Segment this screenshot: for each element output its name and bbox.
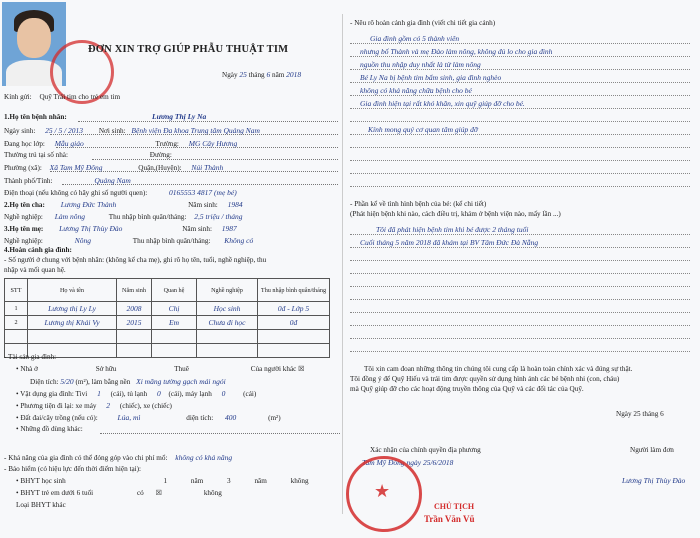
land-value: Lúa, mì — [117, 413, 141, 422]
mother-income: Không có — [224, 236, 254, 245]
table-row — [5, 330, 330, 344]
class-label: Đang học lớp: — [4, 140, 45, 148]
local-confirm-note: Tam Mỹ Đông ngày 25/6/2018 — [362, 458, 454, 467]
material-label: (m²), làm bằng nền — [75, 378, 131, 386]
col-stt: STT — [5, 279, 28, 302]
circ-line-4: Bé Ly Na bị bệnh tim bẩm sinh, gia đình nghèo — [360, 73, 502, 82]
local-confirm-label: Xác nhận của chính quyền địa phương — [370, 446, 481, 454]
col-name: Họ và tên — [28, 279, 117, 302]
vehicle-unit: (chiếc), xe (chiếc) — [119, 402, 172, 410]
circ-line-3: nguồn thu nhập duy nhất là từ làm nông — [360, 60, 481, 69]
col-income: Thu nhập bình quân/tháng — [258, 279, 330, 302]
col-job: Nghề nghiệp — [197, 279, 258, 302]
family-note-2: nhập và mối quan hệ. — [4, 266, 66, 274]
table-row — [5, 316, 330, 330]
father-income: 2,5 triệu / tháng — [194, 212, 243, 221]
date-month-label: tháng — [248, 71, 265, 79]
area-label: Diện tích: — [30, 378, 59, 386]
family-table — [4, 278, 330, 358]
mother-row — [4, 224, 237, 234]
fridge-label: (cái), tủ lạnh — [110, 390, 148, 398]
father-year: 1984 — [227, 200, 243, 209]
birthplace-label: Nơi sinh: — [98, 127, 126, 135]
col-year: Năm sinh — [117, 279, 152, 302]
vehicle-row — [16, 401, 172, 411]
assets-title: - Tài sản gia đình: — [4, 353, 57, 361]
government-seal-stamp — [346, 456, 422, 532]
father-job: Làm nông — [54, 212, 85, 221]
recipient-label: Kính gửi: — [4, 93, 32, 101]
bhyt-other: Loại BHYT khác — [16, 501, 66, 509]
owned-label: Sở hữu — [95, 365, 117, 373]
cell: 0đ - Lớp 5 — [258, 302, 330, 316]
recipient-value: Quỹ Trái tim cho trẻ em tim — [39, 93, 121, 101]
other-items: • Những đồ dùng khác: — [16, 425, 83, 433]
rent-label: Thuê — [174, 365, 189, 373]
bhyt2-yes: có — [136, 489, 144, 497]
father-name: Lương Đức Thành — [60, 200, 117, 209]
father-row — [4, 200, 243, 210]
father-year-label: Năm sinh: — [188, 201, 218, 209]
ward-label: Phường (xã): — [4, 164, 42, 172]
father-section: 2.Họ tên cha: — [4, 201, 45, 209]
material-value: Xi măng tường gạch mái ngói — [136, 377, 226, 386]
mother-section: 3.Họ tên mẹ: — [4, 225, 44, 233]
date-month: 6 — [266, 70, 271, 79]
city-line — [62, 184, 338, 185]
date-prefix: Ngày — [222, 71, 238, 79]
city-label: Thành phố/Tỉnh: — [4, 177, 53, 185]
bhyt2-no: không — [203, 489, 222, 497]
bhyt1-options: 1 năm 3 năm không — [163, 477, 309, 485]
bike-count: 2 — [106, 401, 111, 410]
vehicle-label: • Phương tiện đi lại: xe máy — [16, 402, 97, 410]
commitment-1: Tôi xin cam đoan những thông tin chúng tôi cung cấp là hoàn toàn chính xác và đúng sự thật. — [364, 365, 633, 373]
family-note-1: - Số người ở chung với bệnh nhân: (không kể cha mẹ), ghi rõ họ tên, tuổi, nghề nghiệp, thu — [4, 256, 267, 264]
col-relation: Quan hệ — [152, 279, 197, 302]
land-unit: (m²) — [268, 414, 281, 422]
mother-job-label: Nghề nghiệp: — [4, 237, 43, 245]
phone-label: Điện thoại (nếu không có hãy ghi số người quen): — [4, 189, 148, 197]
chairman-title: CHỦ TỊCH — [434, 502, 475, 511]
medical-sub: (Phát hiện bệnh khi nào, cách điều trị, khám ở bệnh viện nào, mấy lần ...) — [350, 210, 561, 218]
chairman-name: Trần Văn Vũ — [424, 514, 475, 524]
seal-star: ★ — [374, 481, 391, 501]
ward-line — [50, 171, 338, 172]
house-label: • Nhà ở — [16, 365, 38, 373]
cell: Chị — [152, 302, 197, 316]
dob-value: 25 / 5 / 2013 — [45, 126, 84, 135]
circ-line-2: nhưng bố Thành và mẹ Đào làm nông, không đủ lo cho gia đình — [360, 47, 553, 56]
dob-line — [50, 134, 338, 135]
applicant-label: Người làm đơn — [630, 446, 674, 454]
father-job-label: Nghề nghiệp: — [4, 213, 43, 221]
form-title: ĐƠN XIN TRỢ GIÚP PHẪU THUẬT TIM — [88, 44, 289, 55]
mother-income-label: Thu nhập bình quân/tháng: — [132, 237, 211, 245]
class-value: Mẫu giáo — [54, 139, 84, 148]
applicant-name: Lương Thị Thùy Đào — [622, 476, 686, 485]
recipient — [4, 93, 120, 102]
others-label: Của người khác — [250, 365, 297, 373]
ac-count: 0 — [221, 389, 226, 398]
patient-name-line — [78, 121, 338, 122]
date-year: 2018 — [286, 70, 302, 79]
mother-job: Nông — [74, 236, 91, 245]
father-income-label: Thu nhập bình quân/tháng: — [108, 213, 187, 221]
family-section: 4.Hoàn cảnh gia đình: — [4, 246, 72, 254]
phone-value: 0165553 4817 (mẹ bé) — [169, 188, 237, 197]
column-divider — [342, 14, 343, 514]
family-table-header — [5, 279, 330, 302]
district-value: Núi Thành — [191, 163, 224, 172]
house-row — [16, 365, 305, 374]
unit-label: (cái) — [243, 390, 257, 398]
others-checkbox[interactable]: ☒ — [298, 365, 305, 373]
bhyt1-label: • BHYT học sinh — [16, 477, 66, 485]
mother-year-label: Năm sinh: — [182, 225, 212, 233]
tv-count: 1 — [97, 389, 101, 398]
cell: Học sinh — [197, 302, 258, 316]
medical-label: - Phần kể về tình hình bệnh của bé: (kể chi tiết) — [350, 200, 487, 208]
circ-line-8: Kính mong quý cơ quan tâm giúp đỡ — [368, 125, 478, 134]
area-value: 5/20 — [60, 377, 74, 386]
cell: 2 — [5, 316, 28, 330]
fridge-count: 0 — [156, 389, 161, 398]
bhyt2-label: • BHYT trẻ em dưới 6 tuổi — [16, 489, 94, 497]
cell: Chưa đi học — [197, 316, 258, 330]
cell: 0đ — [258, 316, 330, 330]
residence-label: Thường trú tại số nhà: — [4, 151, 68, 159]
dob-label: Ngày sinh: — [4, 127, 36, 135]
cell: 2015 — [117, 316, 152, 330]
med-line-1: Tôi đã phát hiện bệnh tim khi bé được 2 tháng tuổi — [376, 225, 529, 234]
bhyt2-row — [16, 489, 222, 498]
mother-job-row — [4, 236, 253, 246]
other-items-line — [100, 433, 340, 434]
photo-face — [17, 18, 51, 58]
circ-line-1: Gia đình gồm có 5 thành viên — [370, 34, 460, 43]
sign-date: Ngày 25 tháng 6 — [616, 410, 664, 418]
items-row — [16, 389, 256, 399]
pay-value: không có khả năng — [175, 453, 233, 462]
father-job-row — [4, 212, 243, 222]
pay-label: - Khả năng của gia đình có thể đóng góp vào chi phí mổ: — [4, 454, 168, 462]
form-date — [222, 70, 301, 80]
table-row — [5, 302, 330, 316]
patient-name: Lương Thị Ly Na — [152, 112, 207, 121]
bhyt2-yes-checkbox[interactable]: ☒ — [155, 489, 163, 497]
ac-label: (cái), máy lạnh — [168, 390, 212, 398]
cell: Lương thị Khải Vy — [28, 316, 117, 330]
circ-line-5: không có khả năng chữa bệnh cho bé — [360, 86, 472, 95]
birthplace-value: Bệnh viện Đa khoa Trung tâm Quảng Nam — [131, 126, 260, 135]
cell: 2008 — [117, 302, 152, 316]
city-value: Quảng Nam — [94, 176, 131, 185]
patient-section: 1.Họ tên bệnh nhân: — [4, 113, 67, 121]
cell: Em — [152, 316, 197, 330]
district-label: Quận,(Huyện): — [138, 164, 182, 172]
date-year-label: năm — [271, 71, 285, 79]
med-line-2: Cuối tháng 5 năm 2018 đã khám tại BV Tâm Đức Đà Nẵng — [360, 238, 539, 247]
cell: 1 — [5, 302, 28, 316]
circ-line-6: Gia đình hiện tại rất khó khăn, xin quỹ giúp đỡ cho bé. — [360, 99, 525, 108]
bhyt1-row — [16, 477, 309, 486]
pay-row — [4, 453, 232, 463]
school-label: Trường: — [155, 140, 179, 148]
school-value: MG Cây Hương — [188, 139, 238, 148]
residence-line — [92, 159, 338, 160]
land-area: 400 — [225, 413, 237, 422]
date-day: 25 — [239, 70, 247, 79]
commitment-3: mà Quỹ giúp đỡ cho các hoạt động truyền thông của Quỹ và các đối tác của Quỹ. — [350, 385, 584, 393]
insurance-label: - Bảo hiểm (có hiệu lực đến thời điểm hiện tại): — [4, 465, 142, 473]
phone-row — [4, 188, 237, 198]
area-row — [30, 377, 226, 387]
cell: Lương thị Ly Ly — [28, 302, 117, 316]
mother-name: Lương Thị Thùy Đào — [59, 224, 123, 233]
commitment-2: Tôi đồng ý để Quỹ Hiếu và trái tim được quyền sử dụng hình ảnh các bé bệnh nhi (con, cháu) — [350, 375, 620, 383]
street-label: Đường: — [149, 151, 172, 159]
mother-year: 1987 — [221, 224, 237, 233]
ward-value: Xã Tam Mỹ Đông — [49, 163, 103, 172]
items-label: • Vật dụng gia đình: Tivi — [16, 390, 88, 398]
land-row — [16, 413, 281, 423]
land-area-label: diện tích: — [186, 414, 214, 422]
land-label: • Đất đai/cây trồng (nếu có): — [16, 414, 98, 422]
class-line — [56, 147, 338, 148]
circumstances-label: - Nêu rõ hoàn cảnh gia đình (viết chi tiết gia cảnh) — [350, 19, 496, 27]
